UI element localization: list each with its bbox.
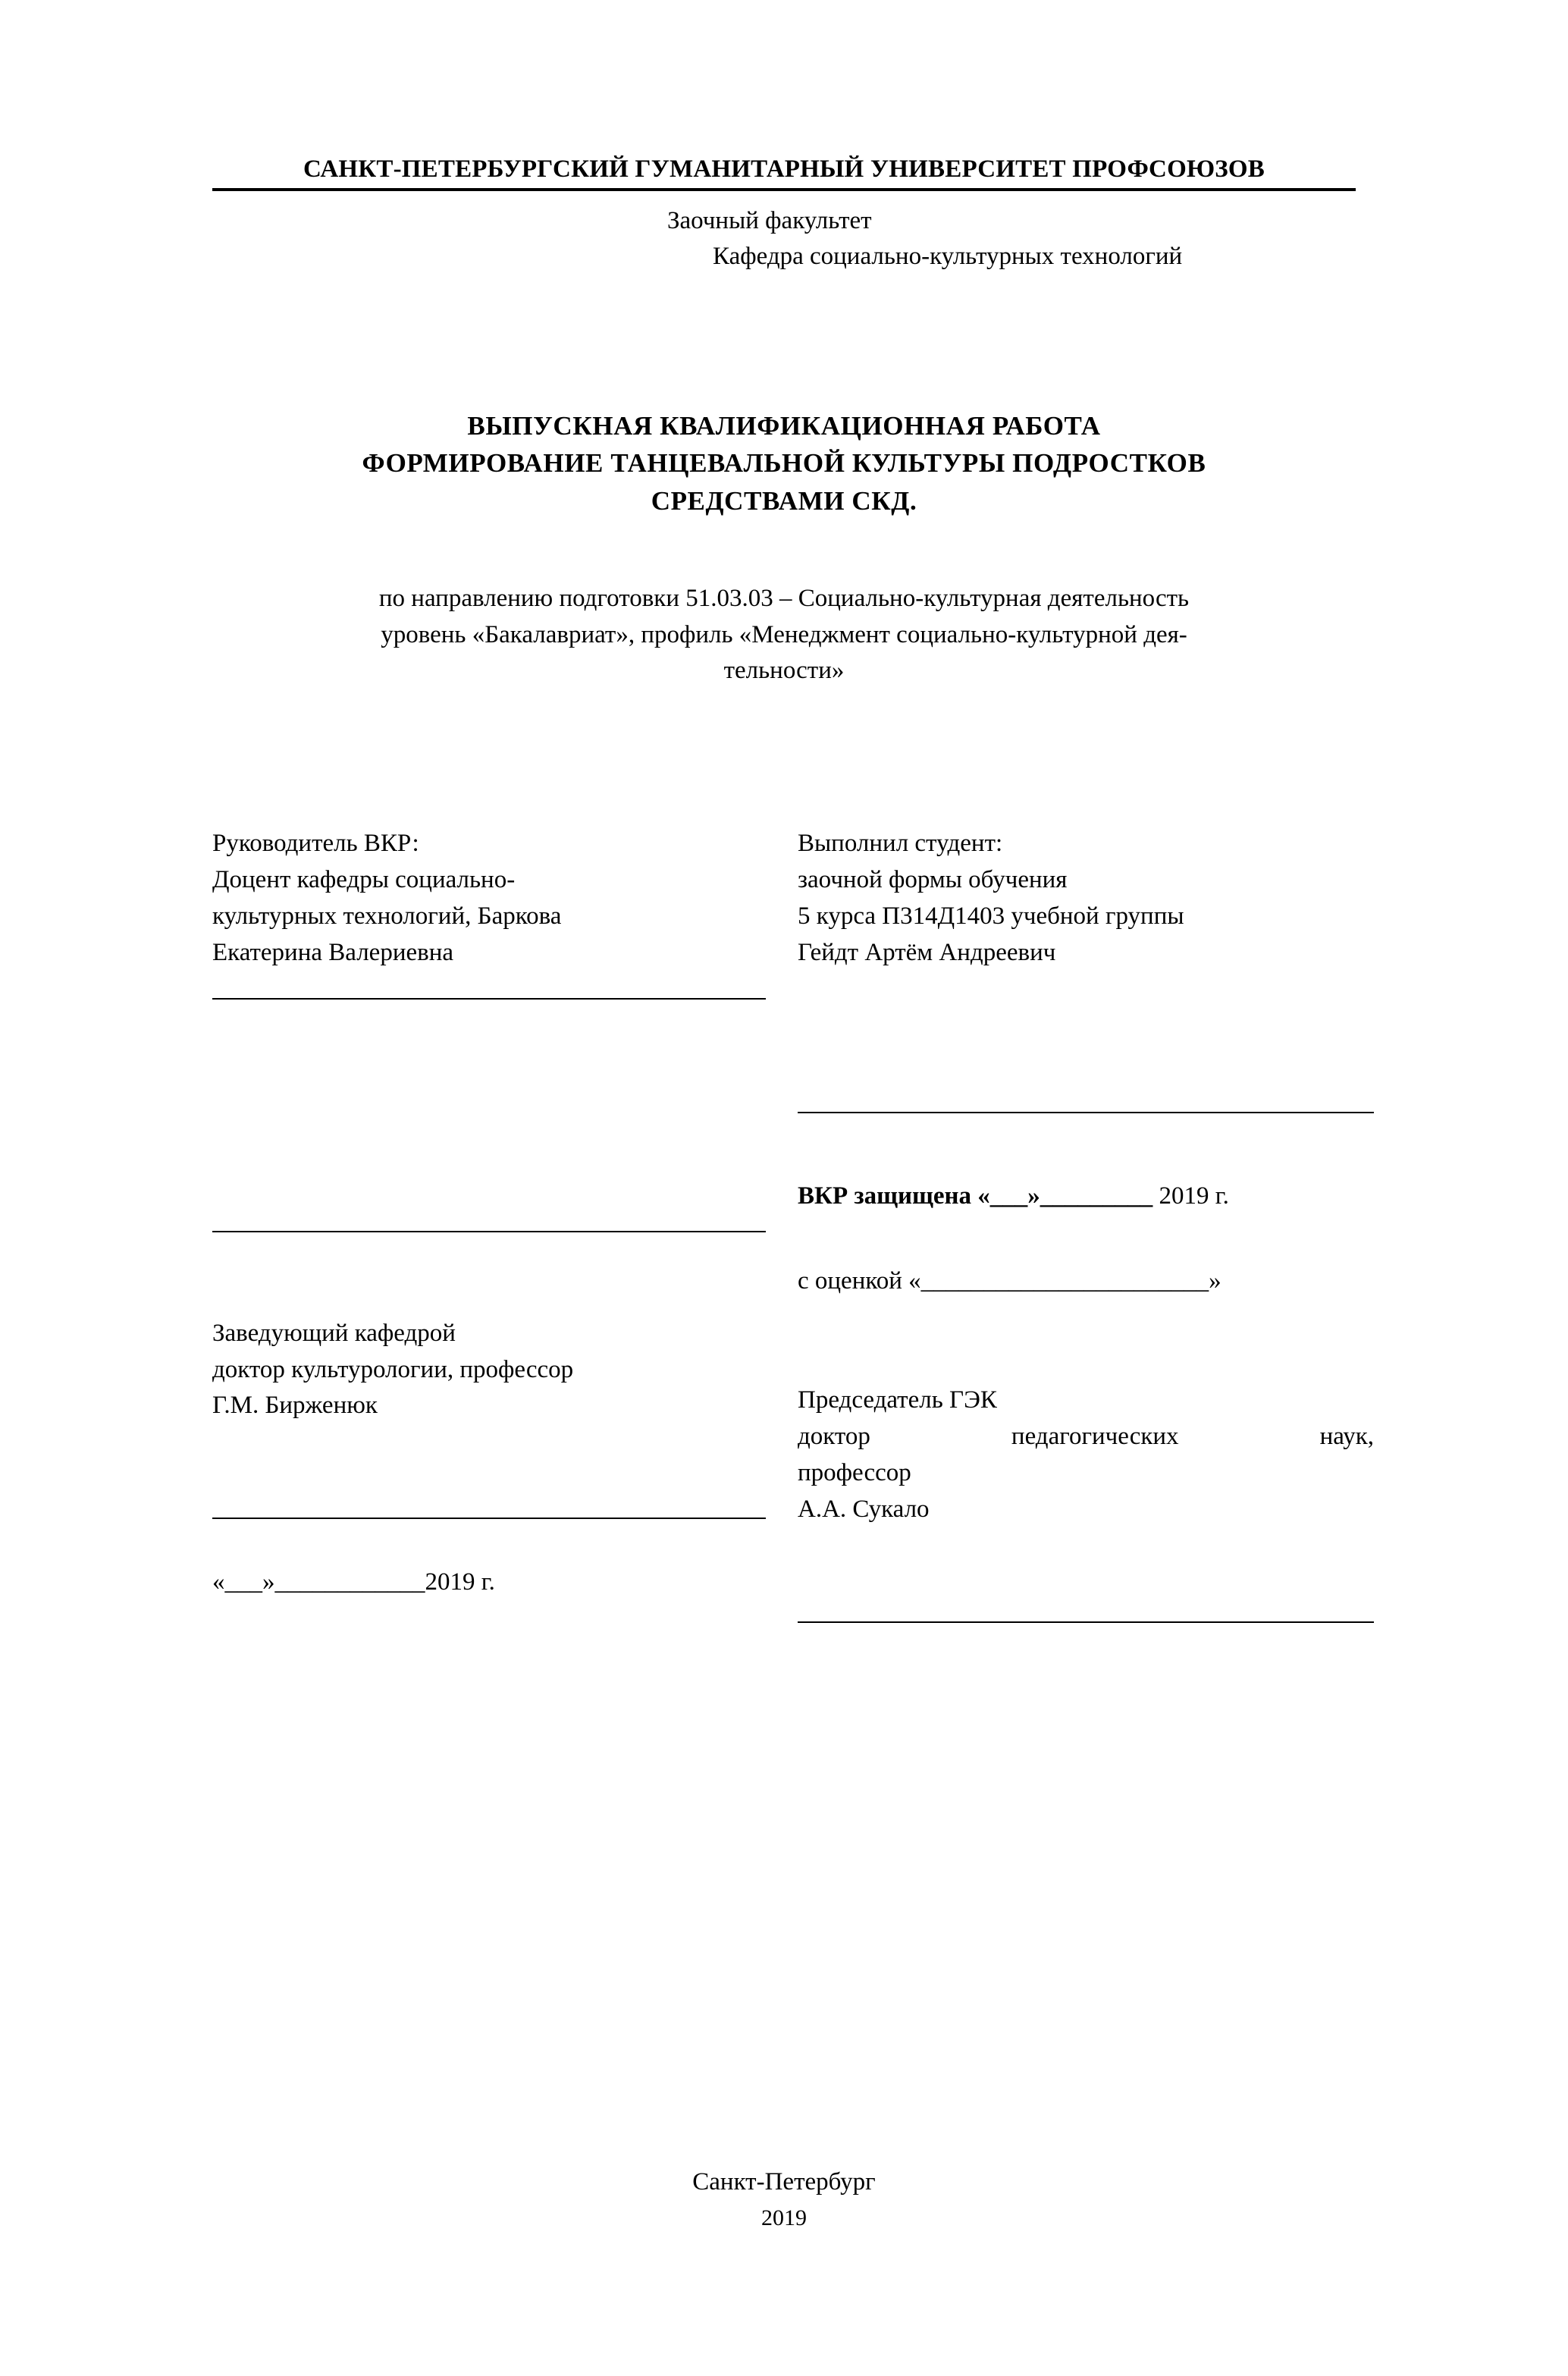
- study-direction-line-1: по направлению подготовки 51.03.03 – Социально-культурная деятельность: [378, 584, 1190, 612]
- supervisor-line-1: Доцент кафедры социально-: [212, 866, 516, 894]
- commission-chair-line-2-a: доктор: [798, 1423, 870, 1451]
- footer-year: 2019: [761, 2205, 807, 2230]
- signatures-area: [212, 826, 1375, 1622]
- commission-chair-signature-line: [798, 1621, 1374, 1623]
- student-line-1: заочной формы обучения: [798, 866, 1068, 894]
- header-divider: [212, 188, 1356, 191]
- defense-status-year: 2019 г.: [1152, 1182, 1229, 1210]
- commission-chair-line-2-c: наук,: [1319, 1423, 1375, 1451]
- commission-chair-block: [798, 1383, 1375, 1527]
- defense-status-line: [798, 1179, 1356, 1215]
- left-spacer-1: [212, 1000, 754, 1113]
- student-label: Выполнил студент:: [798, 830, 1003, 858]
- supervisor-line-2: культурных технологий, Баркова: [212, 902, 562, 930]
- department-name: Кафедра социально-культурных технологий: [713, 242, 1183, 270]
- head-of-department-line-1: Заведующий кафедрой: [212, 1319, 456, 1347]
- right-spacer-2: [798, 1113, 1356, 1179]
- commission-chair-line-1: Председатель ГЭК: [798, 1386, 997, 1414]
- study-direction-line-2: уровень «Бакалавриат», профиль «Менеджмент социально-культурной дея-: [381, 620, 1187, 648]
- footer-city: Санкт-Петербург: [692, 2167, 876, 2196]
- commission-chair-line-2: [798, 1419, 1374, 1455]
- head-of-department-block: [212, 1316, 754, 1425]
- signatures-right-column: [784, 826, 1375, 1622]
- faculty-department-block: [212, 203, 1356, 275]
- date-line: «___»____________2019 г.: [212, 1568, 495, 1596]
- defense-status-bold: ВКР защищена «___»_________: [798, 1182, 1153, 1210]
- head-of-department-signature-line: [212, 1517, 766, 1519]
- right-spacer-3: [798, 1528, 1356, 1595]
- head-of-department-line-2: доктор культурологии, профессор: [212, 1355, 574, 1383]
- left-spacer-2: [212, 1113, 754, 1204]
- student-line-3: Гейдт Артём Андреевич: [798, 938, 1056, 966]
- defense-mark-line: с оценкой «_______________________»: [798, 1266, 1221, 1295]
- work-title-line-3: СРЕДСТВАМИ СКД.: [651, 486, 917, 516]
- left-blank-signature-line: [212, 1230, 766, 1232]
- work-title-line-2: ФОРМИРОВАНИЕ ТАНЦЕВАЛЬНОЙ КУЛЬТУРЫ ПОДРОСТКОВ: [362, 448, 1206, 479]
- signatures-left-column: [212, 826, 784, 1622]
- right-spacer-1: [798, 971, 1356, 1085]
- study-direction: [212, 581, 1356, 690]
- left-spacer-3: [212, 1424, 754, 1491]
- supervisor-line-3: Екатерина Валериевна: [212, 938, 454, 966]
- supervisor-label: Руководитель ВКР:: [212, 830, 419, 858]
- work-title-line-1: ВЫПУСКНАЯ КВАЛИФИКАЦИОННАЯ РАБОТА: [467, 410, 1101, 441]
- university-name: САНКТ-ПЕТЕРБУРГСКИЙ ГУМАНИТАРНЫЙ УНИВЕРСИТЕТ ПРОФСОЮЗОВ: [303, 155, 1265, 183]
- commission-chair-line-4: А.А. Сукало: [798, 1495, 930, 1523]
- head-of-department-line-3: Г.М. Бирженюк: [212, 1392, 378, 1420]
- faculty-name: Заочный факультет: [667, 207, 872, 234]
- student-line-2: 5 курса П314Д1403 учебной группы: [798, 902, 1184, 930]
- title-page: [0, 155, 1568, 2376]
- commission-chair-line-3: профессор: [798, 1459, 911, 1487]
- commission-chair-line-2-b: педагогических: [1011, 1423, 1179, 1451]
- work-title: [212, 407, 1356, 520]
- study-direction-line-3: тельности»: [723, 657, 845, 685]
- page-footer: [0, 2164, 1568, 2236]
